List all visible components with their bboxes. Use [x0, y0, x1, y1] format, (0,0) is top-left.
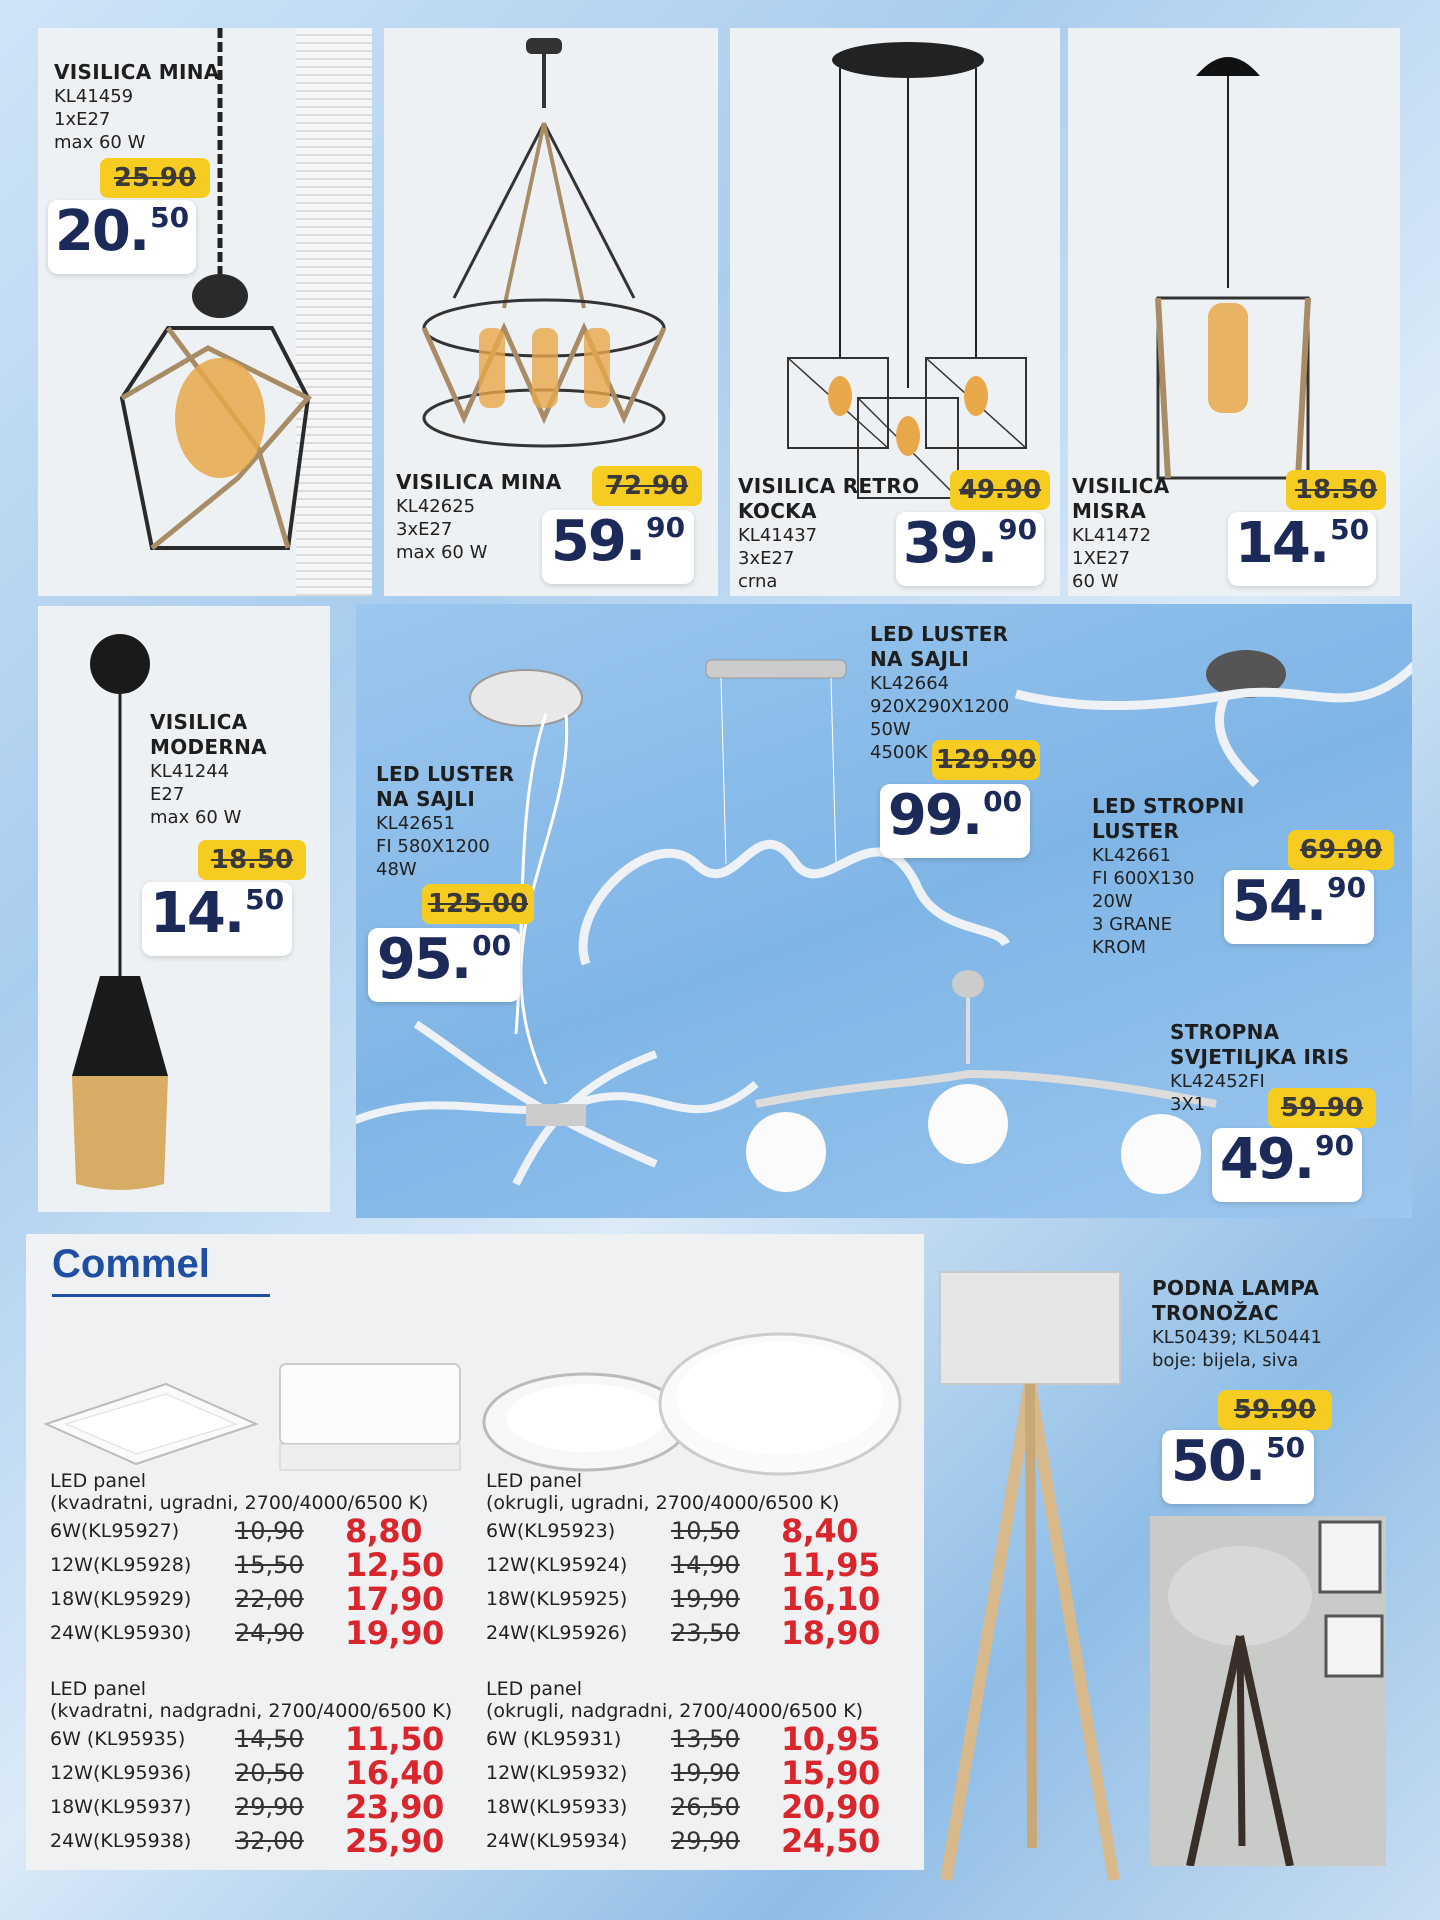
- table-row: 18W(KL95937) 29,90 23,90: [50, 1788, 444, 1826]
- product-title: NA SAJLI: [870, 647, 970, 671]
- price-cents: 90: [998, 513, 1038, 546]
- product-spec: 1xE27: [54, 109, 111, 130]
- product-code: KL41472: [1072, 525, 1152, 546]
- product-title: MISRA: [1072, 499, 1147, 523]
- old-price: 49.90: [950, 470, 1050, 510]
- floor-lamp-image: [936, 1268, 1126, 1898]
- price-integer: 20: [54, 199, 129, 264]
- product-code: KL42664: [870, 673, 950, 694]
- table-subheading: (okrugli, nadgradni, 2700/4000/6500 K): [486, 1700, 864, 1722]
- old-price: 125.00: [422, 884, 534, 924]
- price-tag: 49 . 90: [1212, 1128, 1362, 1202]
- product-spec: max 60 W: [396, 542, 488, 563]
- product-spec: 50W: [870, 719, 911, 740]
- table-row: 24W(KL95938) 32,00 25,90: [50, 1822, 444, 1860]
- table-row: 12W(KL95932) 19,90 15,90: [486, 1754, 880, 1792]
- product-code: KL41437: [738, 525, 818, 546]
- product-spec: 1XE27: [1072, 548, 1131, 569]
- table-row: 18W(KL95925) 19,90 16,10: [486, 1580, 880, 1618]
- price-tag: 14 . 50: [1228, 512, 1376, 586]
- price-tag: 59 . 90: [542, 510, 694, 584]
- table-subheading: (kvadratni, ugradni, 2700/4000/6500 K): [50, 1492, 429, 1514]
- product-title: VISILICA MINA: [54, 60, 220, 84]
- product-title: PODNA LAMPA: [1152, 1276, 1320, 1300]
- price-tag: 99 . 00: [880, 784, 1030, 858]
- product-card-visilica-mina-1: [38, 28, 372, 596]
- price-integer: 14: [149, 881, 224, 946]
- product-code: KL41244: [150, 761, 230, 782]
- led-lighting-panel: [356, 604, 1412, 1218]
- product-code: KL41459: [54, 86, 134, 107]
- price-tag: 50 . 50: [1162, 1430, 1314, 1504]
- price-integer: 59: [550, 509, 625, 574]
- product-spec: 3xE27: [738, 548, 795, 569]
- product-spec: FI 600X130: [1092, 868, 1195, 889]
- product-title: VISILICA RETRO: [738, 474, 920, 498]
- price-tag: 95 . 00: [368, 928, 520, 1002]
- product-code: KL42661: [1092, 845, 1172, 866]
- product-spec: 3xE27: [396, 519, 453, 540]
- product-spec: 4500K: [870, 742, 928, 763]
- product-title: LED LUSTER: [870, 622, 1009, 646]
- product-title: KOCKA: [738, 499, 817, 523]
- product-spec: 3X1: [1170, 1094, 1206, 1115]
- product-title: TRONOŽAC: [1152, 1301, 1279, 1325]
- commel-logo: Commel: [52, 1242, 210, 1286]
- product-title: STROPNA: [1170, 1020, 1280, 1044]
- product-card-visilica-retro-kocka: [730, 28, 1060, 596]
- product-spec: max 60 W: [54, 132, 146, 153]
- product-card-visilica-misra: [1068, 28, 1400, 596]
- floor-lamp-photo: [1150, 1516, 1386, 1866]
- old-price: 129.90: [932, 740, 1040, 780]
- product-spec: 48W: [376, 859, 417, 880]
- table-row: 6W (KL95935) 14,50 11,50: [50, 1720, 444, 1758]
- product-title: LED STROPNI: [1092, 794, 1245, 818]
- price-integer: 14: [1234, 511, 1309, 576]
- table-subheading: (okrugli, ugradni, 2700/4000/6500 K): [486, 1492, 840, 1514]
- table-heading: LED panel: [50, 1470, 146, 1492]
- table-row: 18W(KL95933) 26,50 20,90: [486, 1788, 880, 1826]
- table-row: 18W(KL95929) 22,00 17,90: [50, 1580, 444, 1618]
- table-row: 6W(KL95923) 10,50 8,40: [486, 1512, 858, 1550]
- price-cents: 50: [1330, 513, 1370, 546]
- product-title: LUSTER: [1092, 819, 1180, 843]
- price-integer: 49: [1219, 1127, 1294, 1192]
- table-row: 12W(KL95924) 14,90 11,95: [486, 1546, 880, 1584]
- floor-lamp-photo-image: [1150, 1516, 1386, 1866]
- product-card-visilica-mina-3: [384, 28, 718, 596]
- led-panel-table: [486, 1678, 916, 1858]
- product-spec: FI 580X1200: [376, 836, 490, 857]
- product-title: LED LUSTER: [376, 762, 515, 786]
- price-integer: 54: [1231, 869, 1306, 934]
- price-cents: 90: [1327, 871, 1367, 904]
- table-row: 12W(KL95928) 15,50 12,50: [50, 1546, 444, 1584]
- price-tag: 20 . 50: [48, 200, 196, 274]
- price-cents: 50: [150, 201, 190, 234]
- product-spec: crna: [738, 571, 778, 592]
- table-heading: LED panel: [486, 1678, 582, 1700]
- price-cents: 50: [1266, 1431, 1306, 1464]
- price-cents: 00: [983, 785, 1023, 818]
- price-integer: 99: [887, 783, 962, 848]
- product-code: KL42625: [396, 496, 476, 517]
- led-panel-section: [26, 1234, 924, 1870]
- product-card-visilica-moderna: [38, 606, 330, 1212]
- old-price: 18.50: [198, 840, 306, 880]
- price-tag: 54 . 90: [1224, 870, 1374, 944]
- price-integer: 50: [1170, 1429, 1245, 1494]
- product-spec: boje: bijela, siva: [1152, 1350, 1299, 1371]
- product-title: VISILICA: [1072, 474, 1170, 498]
- product-code: KL42452FI: [1170, 1071, 1265, 1092]
- table-subheading: (kvadratni, nadgradni, 2700/4000/6500 K): [50, 1700, 453, 1722]
- product-title: VISILICA MINA: [396, 470, 562, 494]
- product-spec: E27: [150, 784, 185, 805]
- product-title: VISILICA: [150, 710, 248, 734]
- logo-underline: [52, 1294, 270, 1297]
- product-title: MODERNA: [150, 735, 267, 759]
- price-integer: 95: [376, 927, 451, 992]
- price-cents: 50: [245, 883, 285, 916]
- price-integer: 39: [902, 511, 977, 576]
- table-row: 6W(KL95927) 10,90 8,80: [50, 1512, 422, 1550]
- table-row: 6W (KL95931) 13,50 10,95: [486, 1720, 880, 1758]
- product-title: SVJETILJKA IRIS: [1170, 1045, 1350, 1069]
- price-tag: 39 . 90: [896, 512, 1044, 586]
- old-price: 18.50: [1286, 470, 1386, 510]
- old-price: 59.90: [1268, 1088, 1376, 1128]
- old-price: 72.90: [592, 466, 702, 506]
- old-price: 69.90: [1288, 830, 1394, 870]
- product-code: KL42651: [376, 813, 456, 834]
- product-spec: 60 W: [1072, 571, 1119, 592]
- table-row: 24W(KL95930) 24,90 19,90: [50, 1614, 444, 1652]
- table-row: 12W(KL95936) 20,50 16,40: [50, 1754, 444, 1792]
- table-heading: LED panel: [486, 1470, 582, 1492]
- old-price: 59.90: [1218, 1390, 1332, 1430]
- table-heading: LED panel: [50, 1678, 146, 1700]
- price-cents: 90: [1315, 1129, 1355, 1162]
- table-row: 24W(KL95926) 23,50 18,90: [486, 1614, 880, 1652]
- price-tag: 14 . 50: [142, 882, 292, 956]
- price-cents: 90: [646, 511, 686, 544]
- product-title: NA SAJLI: [376, 787, 476, 811]
- led-panel-table: [50, 1470, 470, 1650]
- led-panel-table: [50, 1678, 480, 1858]
- product-spec: max 60 W: [150, 807, 242, 828]
- product-spec: 920X290X1200: [870, 696, 1010, 717]
- table-row: 24W(KL95934) 29,90 24,50: [486, 1822, 880, 1860]
- led-panel-table: [486, 1470, 916, 1650]
- product-spec: 20W: [1092, 891, 1133, 912]
- product-spec: KROM: [1092, 937, 1147, 958]
- price-cents: 00: [472, 929, 512, 962]
- product-spec: 3 GRANE: [1092, 914, 1173, 935]
- product-code: KL50439; KL50441: [1152, 1327, 1322, 1348]
- old-price: 25.90: [100, 158, 210, 198]
